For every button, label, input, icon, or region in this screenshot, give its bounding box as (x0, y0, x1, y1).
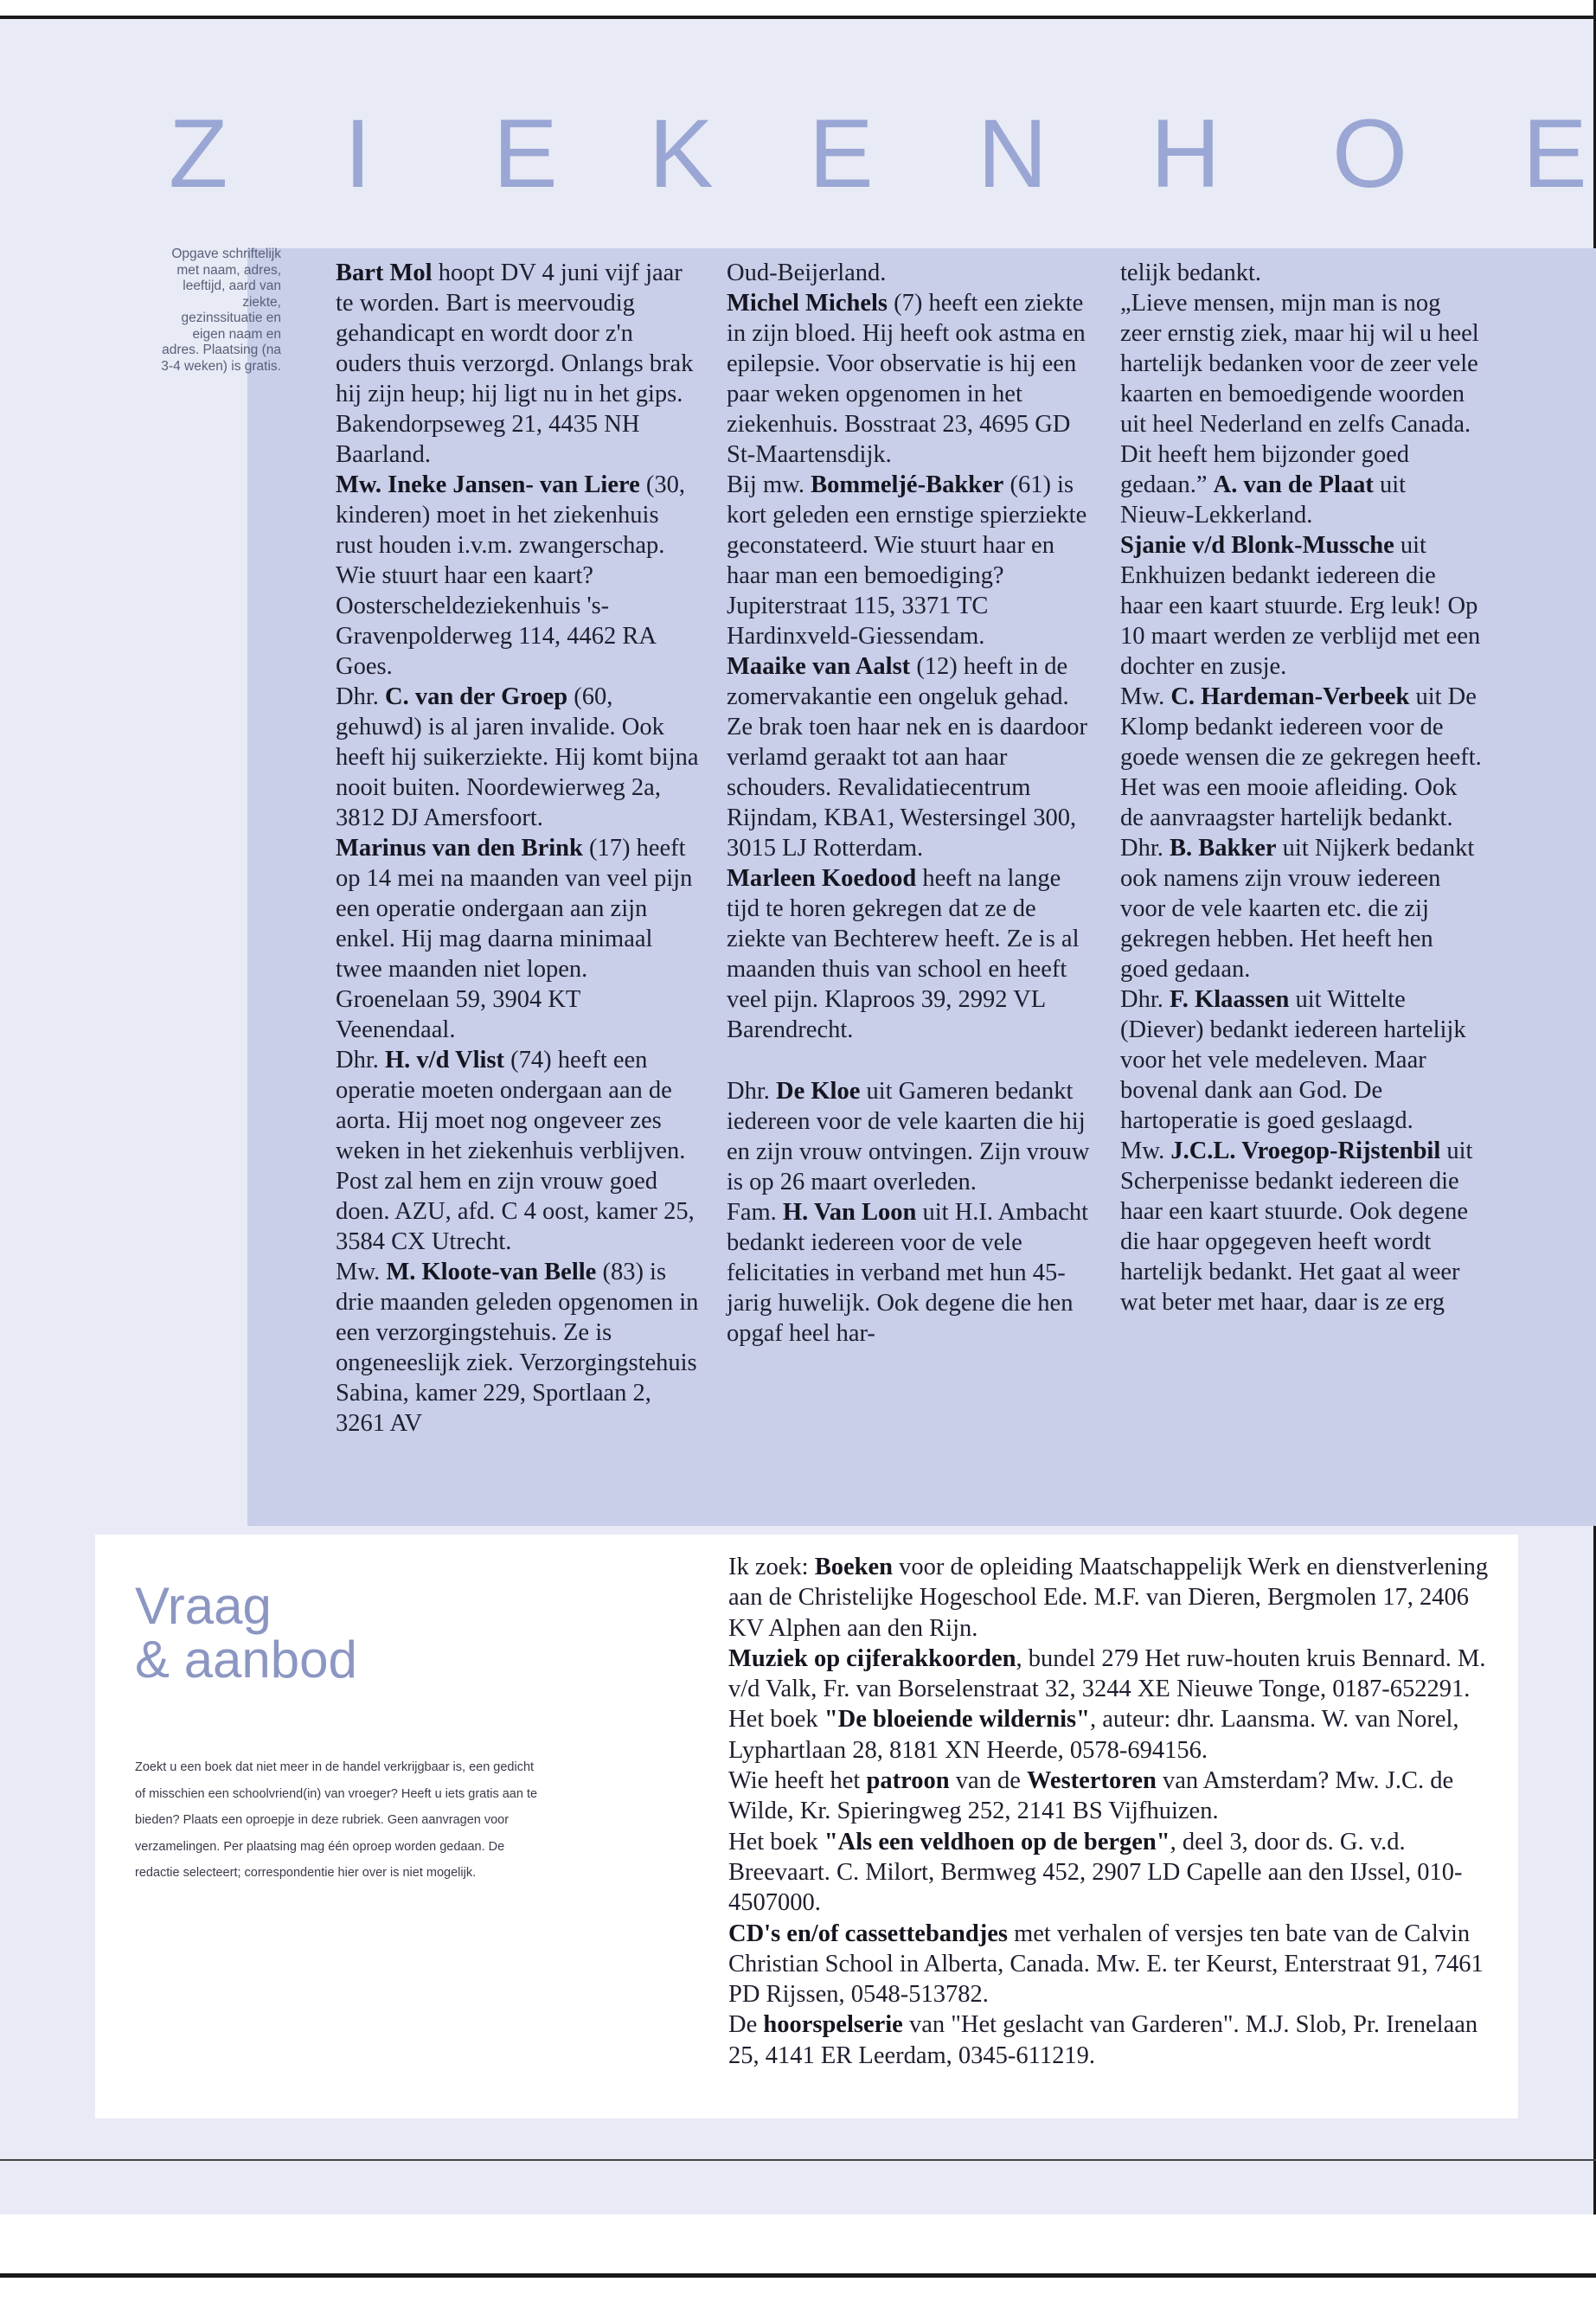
person-name: C. Hardeman-Verbeek (1170, 683, 1410, 710)
notice-paragraph (727, 288, 1090, 470)
item-text: met verhalen of versjes ten bate van de Calvin Christian School in Alberta, Canada. Mw. E. ter Keurst, Enterstraat 91, 7461 PD Rijssen, 0548-513782. (728, 1920, 1484, 2009)
item-text: , auteur: dhr. Laansma. W. van Norel, Lyphartlaan 28, 8181 XN Heerde, 0578-694156. (728, 1706, 1459, 1764)
notice-prefix: Dhr. (336, 1047, 385, 1074)
notice-prefix: Mw. (336, 1259, 387, 1285)
person-name: B. Bakker (1170, 835, 1277, 862)
person-name: H. Van Loon (782, 1199, 917, 1226)
notice-text: uit Gameren bedankt iedereen voor de vele kaarten die hij en zijn vrouw ontvingen. Zijn vrouw is op 26 maart overleden. (727, 1078, 1090, 1195)
vraag-aanbod-title (135, 1577, 429, 1689)
person-name: Mw. Ineke Jansen- van Liere (336, 471, 640, 498)
item-prefix: Het boek (728, 1828, 824, 1856)
notice-prefix: Dhr. (727, 1078, 776, 1105)
notice-paragraph (1120, 1136, 1484, 1317)
bottom-rule (0, 2273, 1596, 2278)
vraag-aanbod-list (728, 1552, 1490, 2071)
notice-text: (74) heeft een operatie moeten ondergaan aan de aorta. Hij moet nog ongeveer zes weken in het ziekenhuis verblijven. Post zal hem en zijn vrouw goed doen. AZU, afd. C 4 oost, kamer 25, 3584 CX Utrecht. (336, 1047, 695, 1255)
notice-text: uit Nieuw-Lekkerland. (1120, 471, 1407, 529)
notice-prefix: Fam. (727, 1199, 783, 1226)
article-column-2 (727, 258, 1090, 1349)
notice-text: uit Nijkerk bedankt ook namens zijn vrouw iedereen voor de vele kaarten etc. die zij gekregen hebben. Het heeft hen goed gedaan. (1120, 835, 1475, 983)
notice-prefix: Dhr. (336, 683, 385, 710)
notice-text: uit Enkhuizen bedankt iedereen die haar een kaart stuurde. Erg leuk! Op 10 maart werden ze verblijd met een dochter en zusje. (1120, 532, 1481, 680)
notice-text: uit Scherpenisse bedankt iedereen die haar een kaart stuurde. Ook degene die haar opgegeven heeft wordt hartelijk bedankt. Het gaat al weer wat beter met haar, daar is ze erg (1120, 1138, 1473, 1316)
header-letter: E (1522, 99, 1587, 208)
header-letter: E (493, 99, 558, 208)
article-column-1 (336, 258, 699, 1439)
item-text: van de (949, 1767, 1027, 1795)
list-item (728, 1552, 1490, 1644)
notice-paragraph (336, 470, 699, 682)
item-subject: Muziek op cijferakkoorden (728, 1644, 1016, 1672)
notice-prefix: Mw. (1120, 1138, 1171, 1164)
notice-paragraph (1120, 682, 1484, 833)
person-name: Bommeljé-Bakker (811, 471, 1004, 498)
notice-text: (12) heeft in de zomervakantie een ongeluk gehad. Ze brak toen haar nek en is daardoor verlamd geraakt tot aan haar schouders. Revalidatiecentrum Rijndam, KBA1, Westersingel 300, 3015 LJ Rotterdam. (727, 653, 1088, 862)
list-item (728, 1919, 1490, 2010)
list-item (728, 1704, 1490, 1766)
notice-prefix: Mw. (1120, 683, 1171, 710)
notice-prefix: Dhr. (1120, 835, 1170, 862)
header-letter: O (1332, 99, 1408, 208)
notice-text: (61) is kort geleden een ernstige spierziekte geconstateerd. Wie stuurt haar en haar man een bemoediging? Jupiterstraat 115, 3371 TC Hardinxveld-Giessendam. (727, 471, 1087, 650)
notice-paragraph (336, 258, 699, 470)
item-subject: "Als een veldhoen op de bergen" (824, 1828, 1170, 1856)
section-gap (727, 1045, 1090, 1076)
item-prefix: Ik zoek: (728, 1554, 815, 1580)
item-prefix: Wie heeft het (728, 1767, 867, 1795)
person-name: M. Kloote-van Belle (386, 1259, 597, 1285)
notice-paragraph (1120, 833, 1484, 984)
notice-text: (60, gehuwd) is al jaren invalide. Ook heeft hij suikerziekte. Hij komt bijna nooit buiten. Noordewierweg 2a, 3812 DJ Amersfoort. (336, 683, 699, 831)
submission-note: Opgave schriftelijk met naam, adres, leeftijd, aard van ziekte, gezinssituatie en eigen naam en adres. Plaatsing (na 3-4 weken) is gratis. (161, 247, 281, 374)
notice-prefix: Bij mw. (727, 471, 811, 498)
list-item (728, 2009, 1490, 2071)
header-letter: N (977, 99, 1048, 208)
item-prefix: De (728, 2011, 764, 2039)
bottom-margin (0, 2214, 1596, 2301)
person-name: De Kloe (776, 1078, 861, 1105)
list-item (728, 1644, 1490, 1705)
notice-text: (7) heeft een ziekte in zijn bloed. Hij heeft ook astma en epilepsie. Voor observatie is hij een paar weken opgenomen in het ziekenhuis. Bosstraat 23, 4695 GD St-Maartensdijk. (727, 290, 1086, 468)
notice-text: (17) heeft op 14 mei na maanden van veel pijn een operatie ondergaan aan zijn enkel. Hij mag daarna minimaal twee maanden niet lopen. Groenelaan 59, 3904 KT Veenendaal. (336, 835, 693, 1043)
article-column-3 (1120, 258, 1484, 1317)
person-name: J.C.L. Vroegop-Rijstenbil (1170, 1138, 1441, 1164)
header-letter: H (1151, 99, 1221, 208)
person-name: Maaike van Aalst (727, 653, 911, 680)
person-name: Marinus van den Brink (336, 835, 583, 862)
person-name: H. v/d Vlist (385, 1047, 505, 1074)
list-item (728, 1766, 1490, 1827)
notice-paragraph (1120, 984, 1484, 1136)
person-name: Marleen Koedood (727, 865, 917, 892)
item-subject: patroon (866, 1767, 950, 1795)
notice-paragraph (727, 470, 1090, 651)
header-letter: E (809, 99, 874, 208)
item-text: , bundel 279 Het ruw-houten kruis Bennard. M. v/d Valk, Fr. van Borselenstraat 32, 3244 XE Nieuwe Tonge, 0187-652291. (728, 1644, 1486, 1703)
continuation-line: Oud-Beijerland. (727, 260, 887, 286)
item-text: voor de opleiding Maatschappelijk Werk en dienstverlening aan de Christelijke Hogeschool Ede. M.F. van Dieren, Bergmolen 17, 2406 KV Alphen aan den Rijn. (728, 1554, 1489, 1642)
person-name: A. van de Plaat (1213, 471, 1374, 498)
notice-text: (83) is drie maanden geleden opgenomen in een verzorgingstehuis. Ze is ongeneeslijk ziek. Verzorgingstehuis Sabina, kamer 229, Sportlaan 2, 3261 AV (336, 1259, 699, 1437)
notice-text: uit De Klomp bedankt iedereen voor de goede wensen die ze gekregen heeft. Het was een mooie afleiding. Ook de aanvraagster hartelijk bedankt. (1120, 683, 1482, 831)
person-name: F. Klaassen (1170, 986, 1290, 1013)
item-subject: hoorspelserie (763, 2011, 903, 2039)
notice-paragraph (727, 863, 1090, 1045)
title-line: & aanbod (135, 1631, 357, 1689)
list-item (728, 1827, 1490, 1919)
notice-paragraph (336, 1045, 699, 1257)
notice-text: hoopt DV 4 juni vijf jaar te worden. Bart is meervoudig gehandicapt en wordt door z'n ouders thuis verzorgd. Onlangs brak hij zijn heup; hij ligt nu in het gips. Bakendorpseweg 21, 4435 NH Baarland. (336, 260, 694, 468)
notice-paragraph (336, 1257, 699, 1439)
header-letter: K (649, 99, 714, 208)
item-text: van Amsterdam? Mw. J.C. de Wilde, Kr. Spieringweg 252, 2141 BS Vijfhuizen. (728, 1767, 1454, 1825)
notice-text: (30, kinderen) moet in het ziekenhuis rust houden i.v.m. zwangerschap. Wie stuurt haar een kaart? Oosterscheldeziekenhuis 's-Gravenpolderweg 114, 4462 RA Goes. (336, 471, 686, 680)
item-text: van "Het geslacht van Garderen". M.J. Slob, Pr. Irenelaan 25, 4141 ER Leerdam, 0345-611219. (728, 2011, 1478, 2069)
item-subject: CD's en/of cassettebandjes (728, 1920, 1008, 1947)
item-subject: "De bloeiende wildernis" (824, 1706, 1090, 1734)
notice-paragraph (727, 1076, 1090, 1197)
notice-paragraph (1120, 530, 1484, 682)
notice-prefix: Dhr. (1120, 986, 1170, 1013)
continuation-line: telijk bedankt. (1120, 260, 1262, 286)
item-prefix: Het boek (728, 1706, 824, 1734)
quote-paragraph (1120, 288, 1484, 530)
notice-paragraph (336, 682, 699, 833)
title-line: Vraag (135, 1577, 272, 1635)
item-subject: Boeken (814, 1554, 893, 1580)
notice-text: uit H.I. Ambacht bedankt iedereen voor de vele felicitaties in verband met hun 45-jarig huwelijk. Ook degene die hen opgaf heel har- (727, 1199, 1089, 1347)
notice-paragraph (727, 1197, 1090, 1349)
notice-paragraph (336, 833, 699, 1045)
quote-text: „Lieve mensen, mijn man is nog zeer ernstig ziek, maar hij wil u heel hartelijk bedanken voor de zeer vele kaarten en bemoedigende woorden uit heel Nederland en zelfs Canada. Dit heeft hem bijzonder goed gedaan.” (1120, 290, 1479, 498)
person-name: C. van der Groep (385, 683, 568, 710)
person-name: Bart Mol (336, 260, 433, 286)
top-rule (0, 16, 1596, 19)
section-divider (0, 2159, 1596, 2161)
item-subject: Westertoren (1027, 1767, 1157, 1795)
notice-paragraph (727, 651, 1090, 863)
person-name: Sjanie v/d Blonk-Mussche (1120, 532, 1394, 559)
vraag-aanbod-intro: Zoekt u een boek dat niet meer in de handel verkrijgbaar is, een gedicht of misschien een schoolvriend(in) van vroeger? Heeft u iets gratis aan te bieden? Plaats een oproepje in deze rubriek. Geen aanvragen voor verzamelingen. Per plaatsing mag één oproep worden gedaan. De redactie selecteert; correspondentie hier over is niet mogelijk. (135, 1760, 538, 1880)
person-name: Michel Michels (727, 290, 888, 317)
notice-text: uit Wittelte (Diever) bedankt iedereen hartelijk voor het vele medeleven. Maar bovenal dank aan God. De hartoperatie is goed geslaagd. (1120, 986, 1466, 1134)
item-text: , deel 3, door ds. G. v.d. Breevaart. C. Milort, Bermweg 452, 2907 LD Capelle aan den IJssel, 010-4507000. (728, 1828, 1463, 1917)
notice-text: heeft na lange tijd te horen gekregen dat ze de ziekte van Bechterew heeft. Ze is al maanden thuis van school en heeft veel pijn. Klaproos 39, 2992 VL Barendrecht. (727, 865, 1080, 1043)
header-letter: Z (169, 99, 228, 208)
header-letter: I (344, 99, 372, 208)
